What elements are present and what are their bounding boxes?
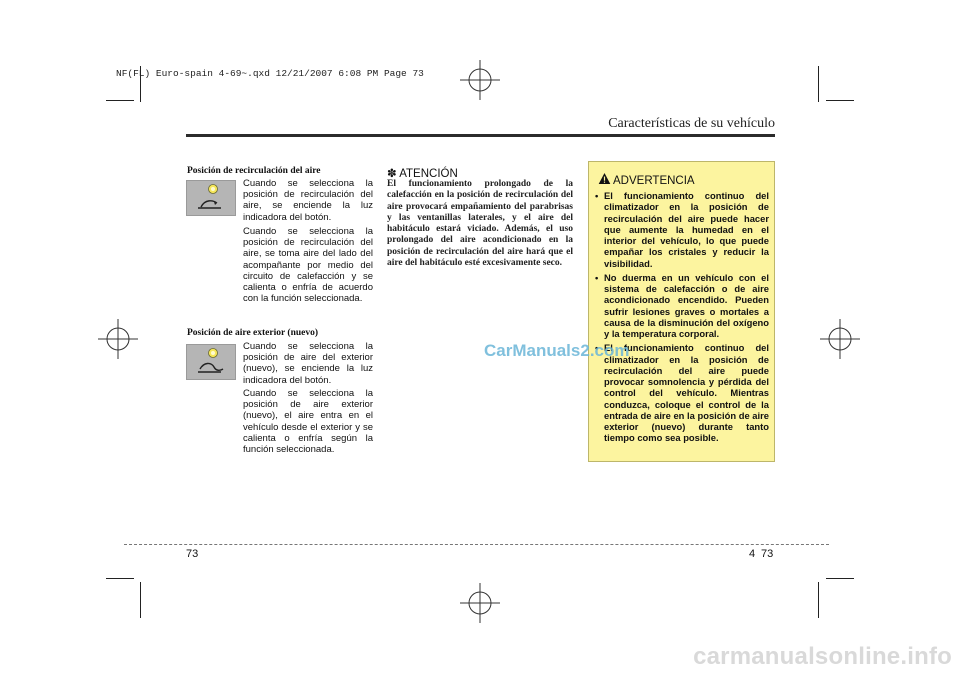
crop-mark xyxy=(826,100,854,101)
attention-star-icon: ✽ xyxy=(387,168,397,180)
warning-item: • No duerma en un vehículo con el sistema de calefacción o de aire acondicionado encendido. Pueden sufrir lesiones graves o mortales a causa de la disminución del oxígeno y la temperatura corporal. xyxy=(595,272,769,340)
registration-mark-icon xyxy=(460,60,500,100)
page-header-title: Características de su vehículo xyxy=(608,116,775,131)
crop-mark xyxy=(106,100,134,101)
crop-mark xyxy=(818,582,819,618)
warning-triangle-icon xyxy=(598,172,611,185)
site-label: carmanualsonline.info xyxy=(693,643,952,670)
recirc-button-icon xyxy=(186,180,236,216)
left-page-number: 73 xyxy=(186,548,199,560)
right-page-number: 73 xyxy=(761,548,774,560)
fresh-air-paragraph-2: Cuando se selecciona la posición de aire exterior (nuevo), el aire entra en el vehículo desde el exterior y se calienta o enfría según la función seleccionada. xyxy=(243,388,373,456)
crop-mark xyxy=(140,582,141,618)
fresh-air-section-title: Posición de aire exterior (nuevo) xyxy=(187,328,319,338)
attention-body: El funcionamiento prolongado de la calefacción en la posición de recirculación del aire provocará empañamiento del parabrisas y las ventanillas laterales, y el aire del habitáculo estará viciado. Además, el uso prolongado del aire acondicionado en la posición de recirculación del aire hará que el aire del habitáculo esté excesivamente seco. xyxy=(387,179,573,269)
watermark-text: CarManuals2.com xyxy=(484,341,630,360)
attention-heading xyxy=(387,166,458,180)
warning-list xyxy=(595,190,769,447)
fresh-air-paragraph-1: Cuando se selecciona la posición de aire del exterior (nuevo), se enciende la luz indicadora del botón. xyxy=(243,341,373,386)
attention-title: ATENCIÓN xyxy=(399,168,458,180)
registration-mark-icon xyxy=(820,319,860,359)
recirc-section-title: Posición de recirculación del aire xyxy=(187,166,321,176)
crop-mark xyxy=(106,578,134,579)
crop-mark xyxy=(818,66,819,102)
recirc-paragraph-2: Cuando se selecciona la posición de recirculación del aire, se toma aire del lado del acompañante por medio del circuito de calefacción y se calienta o enfría de acuerdo con la función seleccionada. xyxy=(243,226,373,305)
fresh-air-button-icon xyxy=(186,344,236,380)
warning-item: • El funcionamiento continuo del climatizador en la posición de recirculación del aire puede hacer que aumente la humedad en el interior del vehículo, lo que puede empañar los cristales y reducir la visibilidad. xyxy=(595,190,769,269)
registration-mark-icon xyxy=(98,319,138,359)
header-rule xyxy=(186,134,775,137)
warning-title: ADVERTENCIA xyxy=(613,175,695,187)
footer-rule xyxy=(124,544,829,545)
crop-mark xyxy=(826,578,854,579)
recirc-paragraph-1: Cuando se selecciona la posición de recirculación del aire, se enciende la luz indicadora del botón. xyxy=(243,178,373,223)
registration-mark-icon xyxy=(460,583,500,623)
print-slug: NF(FL) Euro-spain 4-69~.qxd 12/21/2007 6:08 PM Page 73 xyxy=(116,68,424,79)
warning-item: • El funcionamiento continuo del climatizador en la posición de recirculación del aire puede provocar somnolencia y pérdida del control del vehículo. Mientras conduzca, coloque el control de la entrada de aire en la posición de aire exterior (nuevo) durante tanto tiempo como sea posible. xyxy=(595,342,769,443)
right-section-number: 4 xyxy=(749,548,756,560)
